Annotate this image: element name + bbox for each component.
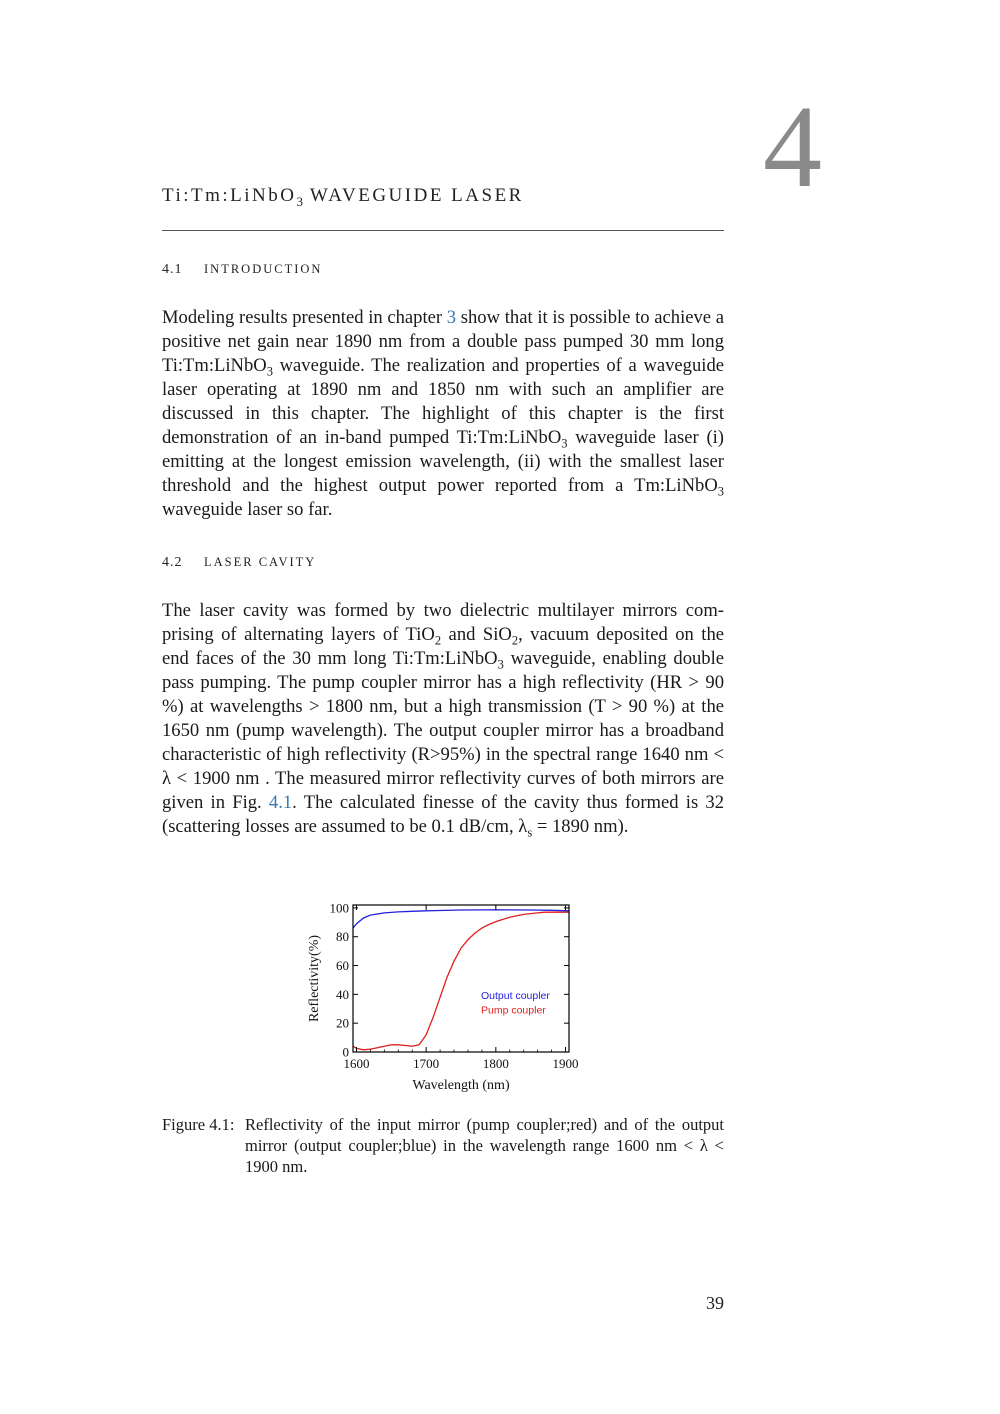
y-tick-label: 60 bbox=[336, 958, 349, 974]
text-run: = 1890 nm). bbox=[532, 816, 629, 837]
x-tick-label: 1800 bbox=[482, 1056, 509, 1071]
text-run: waveguide laser (i) emitting at the longest emission wavelength, (ii) with the smallest laser threshold and the highest output power reported from a Tm:LiNbO bbox=[162, 427, 724, 496]
chapter-title-subscript: 3 bbox=[296, 193, 303, 209]
y-tick-label: 20 bbox=[336, 1015, 349, 1031]
y-axis-label: Reflectivity(%) bbox=[307, 934, 322, 1023]
subscript: s bbox=[527, 825, 533, 840]
y-tick-label: 100 bbox=[329, 900, 349, 916]
chapter-3-link[interactable]: 3 bbox=[446, 307, 457, 328]
x-axis-label: Wavelength (nm) bbox=[412, 1078, 510, 1093]
text-run: waveguide laser so far. bbox=[162, 499, 333, 520]
intro-paragraph bbox=[162, 306, 724, 522]
x-tick-label: 1600 bbox=[343, 1056, 370, 1071]
text-run: and SiO bbox=[441, 624, 512, 645]
section-heading-laser-cavity bbox=[162, 555, 316, 571]
y-tick-label: 80 bbox=[336, 929, 349, 945]
figure-4-1-link[interactable]: 4.1 bbox=[268, 792, 293, 813]
text-run: waveguide, enabling double pass pumping. The pump coupler mirror has a high reflectivity (HR > 90 %) at wavelengths > 1800 nm, but a high transmission (T > 90 %) at the 1650 nm (pump wavelength). The output coupler mirror has a broadband characteristic of high reflectivity (R>95%) in the spectral range 1640 nm < λ < 1900 nm . The measured mirror reflectivity curves of both mirrors are given in Fig. bbox=[162, 648, 725, 813]
subscript: 3 bbox=[497, 657, 504, 672]
text-run: . The calculated finesse of the cavity thus formed is 32 (scattering losses are assumed to be 0.1 dB/cm, λ bbox=[162, 792, 725, 837]
series-line-pump-coupler bbox=[353, 912, 569, 1050]
chapter-title-part1: Ti:Tm:LiNbO bbox=[162, 185, 297, 206]
text-run: , vacuum deposited on the end faces of the 30 mm long Ti:Tm:LiNbO bbox=[162, 624, 725, 669]
chapter-title bbox=[162, 185, 524, 210]
subscript: 3 bbox=[266, 364, 273, 379]
text-run: Modeling results presented in chapter bbox=[162, 307, 447, 328]
page-number: 39 bbox=[706, 1293, 724, 1313]
subscript: 3 bbox=[717, 484, 724, 499]
title-rule bbox=[162, 230, 724, 231]
section-number: 4.2 bbox=[162, 555, 183, 570]
section-heading-introduction bbox=[162, 262, 322, 278]
y-tick-label: 40 bbox=[336, 986, 349, 1002]
caption-label: Figure 4.1: bbox=[162, 1115, 235, 1134]
legend-entry: Output coupler bbox=[481, 990, 550, 1002]
chapter-number: 4 bbox=[763, 81, 822, 212]
reflectivity-chart bbox=[300, 895, 600, 1105]
text-run: The laser cavity was formed by two dielectric multilayer mirrors comprising of alternating layers of TiO bbox=[162, 600, 724, 645]
legend-entry: Pump coupler bbox=[481, 1004, 546, 1017]
figure-caption bbox=[162, 1114, 724, 1177]
section-title: LASER CAVITY bbox=[204, 555, 317, 569]
subscript: 2 bbox=[434, 633, 442, 648]
cavity-paragraph bbox=[162, 599, 724, 839]
plot-frame bbox=[353, 905, 569, 1052]
subscript: 2 bbox=[511, 633, 519, 648]
text-run: waveguide. The realization and properties of a waveguide laser operating at 1890 nm and 1850 nm with such an amplifier are discussed in this chapter. The highlight of this chapter is the first demonstration of an in-band pumped Ti:Tm:LiNbO bbox=[162, 355, 724, 448]
x-tick-label: 1700 bbox=[413, 1056, 440, 1071]
section-title: INTRODUCTION bbox=[204, 262, 323, 276]
text-run: show that it is possible to achieve a positive net gain near 1890 nm from a double pass pumped 30 mm long Ti:Tm:LiNbO bbox=[162, 307, 724, 376]
reflectivity-figure bbox=[300, 895, 600, 1105]
chapter-title-part2: WAVEGUIDE LASER bbox=[303, 185, 524, 206]
y-tick-label: 0 bbox=[342, 1044, 349, 1060]
section-number: 4.1 bbox=[162, 262, 183, 277]
caption-text: Reflectivity of the input mirror (pump coupler;red) and of the output mirror (output coupler;blue) in the wavelength range 1600 nm < λ < 1900 nm. bbox=[245, 1115, 724, 1176]
subscript: 3 bbox=[561, 436, 568, 451]
x-tick-label: 1900 bbox=[552, 1056, 579, 1071]
